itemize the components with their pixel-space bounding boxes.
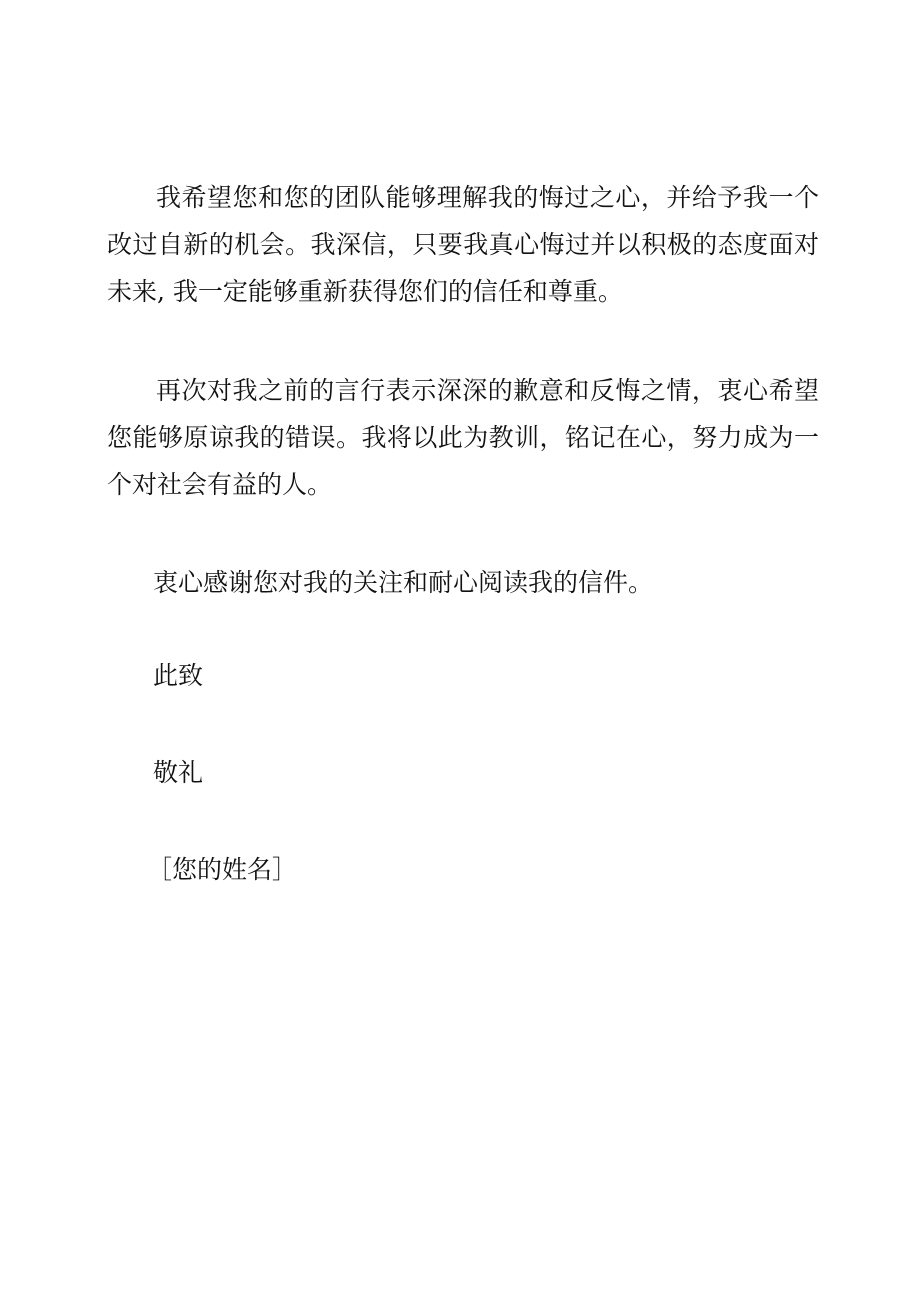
paragraph-apology: 再次对我之前的言行表示深深的歉意和反悔之情，衷心希望您能够原谅我的错误。我将以此为教训，铭记在心，努力成为一个对社会有益的人。 <box>107 376 819 499</box>
closing-regards: 敬礼 <box>153 758 204 787</box>
signature-placeholder: ［您的姓名］ <box>147 855 298 884</box>
paragraph-repentance: 我希望您和您的团队能够理解我的悔过之心，并给予我一个改过自新的机会。我深信，只要我真心悔过并以积极的态度面对未来, 我一定能够重新获得您们的信任和尊重。 <box>107 183 819 306</box>
closing-salutation: 此致 <box>153 661 204 690</box>
paragraph-thanks: 衷心感谢您对我的关注和耐心阅读我的信件。 <box>153 568 654 597</box>
